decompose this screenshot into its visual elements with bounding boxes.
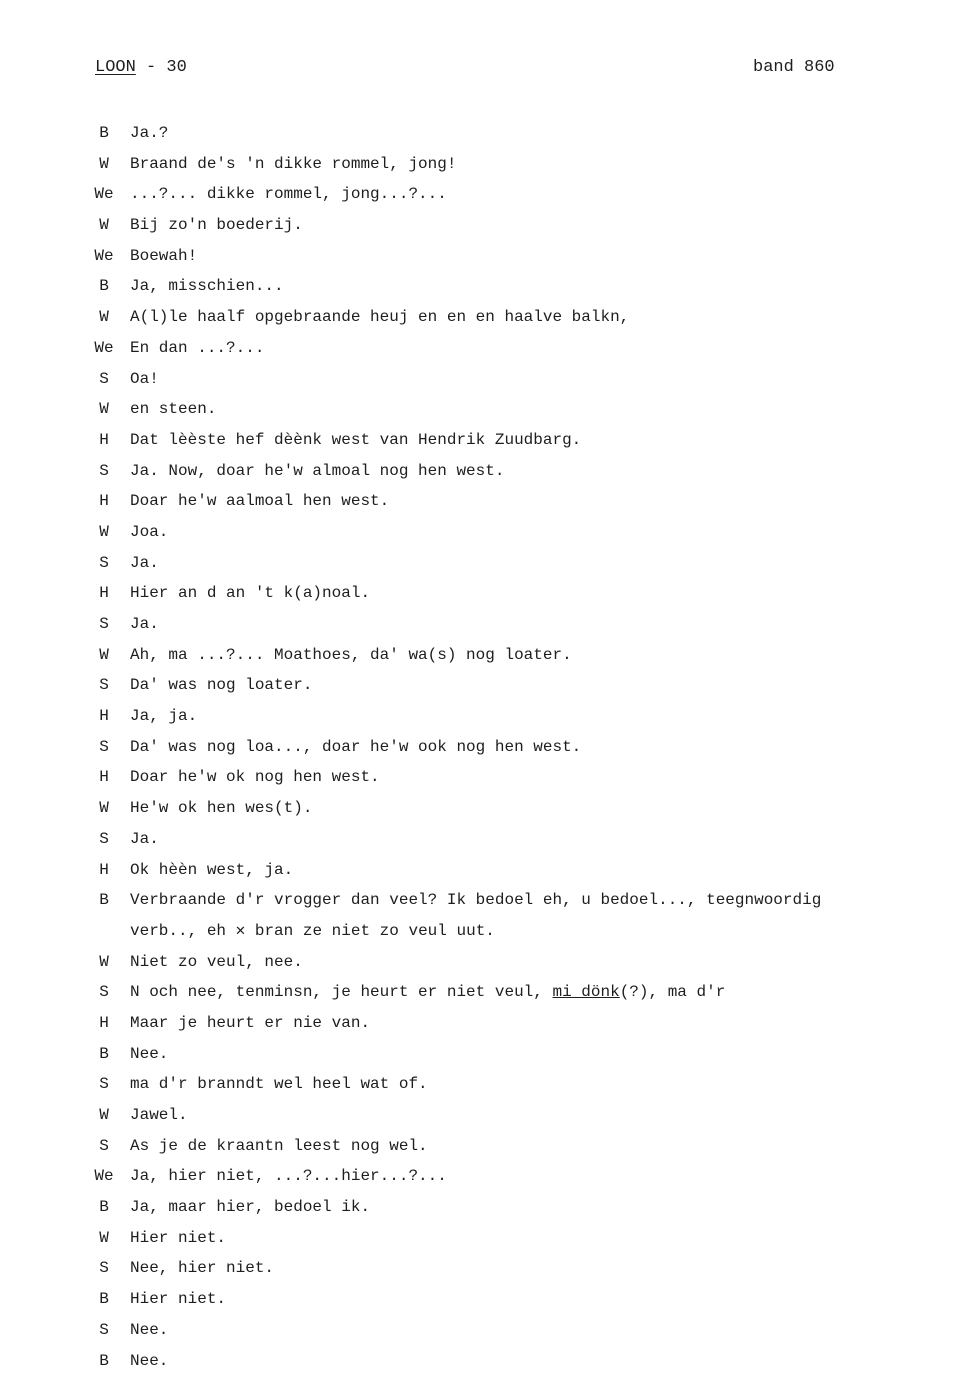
speaker-label: H	[99, 768, 109, 787]
utterance-text: Maar je heurt er nie van.	[130, 1013, 371, 1032]
utterance-text: Da' was nog loa..., doar he'w ook nog hen west.	[130, 737, 582, 756]
speaker-label: B	[99, 1351, 109, 1370]
speaker-label: S	[99, 461, 109, 480]
transcript-continuation-line	[0, 916, 979, 947]
utterance-text: verb.., eh ✕ bran ze niet zo veul uut.	[130, 921, 495, 940]
speaker-label: W	[99, 154, 109, 173]
utterance-text: Ah, ma ...?... Moathoes, da' wa(s) nog loater.	[130, 645, 572, 664]
page-number: 30	[166, 58, 187, 77]
utterance-text: Bij zo'n boederij.	[130, 216, 303, 235]
speaker-label: S	[99, 615, 109, 633]
utterance-text: Ja.?	[130, 124, 169, 142]
speaker-label: We	[94, 246, 114, 265]
speaker-label: B	[99, 124, 109, 142]
utterance-part: N och nee, tenminsn, je heurt er niet veul,	[130, 983, 553, 1002]
transcript-line	[0, 1008, 979, 1039]
speaker-label: B	[99, 1198, 109, 1217]
transcript-line	[0, 548, 979, 579]
speaker-label: B	[99, 1290, 109, 1309]
speaker-label: B	[99, 891, 109, 910]
utterance-text: Doar he'w aalmoal hen west.	[130, 492, 390, 511]
transcript-line	[0, 1161, 979, 1192]
utterance-text: en steen.	[130, 400, 217, 419]
utterance-text: Braand de's 'n dikke rommel, jong!	[130, 154, 457, 173]
speaker-label: H	[99, 492, 109, 511]
speaker-label: S	[99, 1136, 109, 1155]
utterance-text: Doar he'w ok nog hen west.	[130, 768, 380, 787]
speaker-label: W	[99, 522, 109, 541]
transcript-line	[0, 517, 979, 548]
transcript-line	[0, 824, 979, 855]
utterance-text: He'w ok hen wes(t).	[130, 799, 313, 818]
transcript-line	[0, 302, 979, 333]
speaker-label: W	[99, 308, 109, 327]
speaker-label: We	[94, 338, 114, 357]
speaker-label: S	[99, 369, 109, 388]
transcript-line	[0, 670, 979, 701]
transcript-line	[0, 855, 979, 886]
transcript-line	[0, 210, 979, 241]
transcript-line	[0, 1223, 979, 1254]
utterance-text: Verbraande d'r vrogger dan veel? Ik bedoel eh, u bedoel..., teegnwoordig	[130, 891, 822, 910]
transcript-line	[0, 609, 979, 640]
speaker-label: S	[99, 1259, 109, 1278]
transcript-line	[0, 1100, 979, 1131]
transcript-line	[0, 1253, 979, 1284]
transcript-line	[0, 364, 979, 395]
utterance-text: Ja.	[130, 615, 159, 633]
speaker-label: We	[94, 1167, 114, 1186]
transcript-line	[0, 1192, 979, 1223]
utterance-text: Boewah!	[130, 246, 198, 265]
transcript-line	[0, 425, 979, 456]
transcript-line	[0, 179, 979, 210]
place-name: LOON	[95, 58, 136, 77]
transcript-line	[0, 118, 979, 149]
utterance-text: Ja, ja.	[130, 707, 198, 726]
utterance-text: En dan ...?...	[130, 338, 265, 357]
utterance-text: Ja.	[130, 829, 159, 848]
utterance-text: Hier niet.	[130, 1290, 227, 1309]
speaker-label: W	[99, 400, 109, 419]
speaker-label: B	[99, 277, 109, 296]
speaker-label: We	[94, 185, 114, 204]
speaker-label: S	[99, 676, 109, 695]
speaker-label: W	[99, 1106, 109, 1124]
transcript-line	[0, 1039, 979, 1070]
speaker-label: W	[99, 799, 109, 818]
speaker-label: S	[99, 737, 109, 756]
speaker-label: H	[99, 707, 109, 726]
utterance-text: Da' was nog loater.	[130, 676, 313, 695]
speaker-label: W	[99, 1228, 109, 1247]
transcript-line	[0, 1069, 979, 1100]
utterance-text: Jawel.	[130, 1106, 188, 1124]
utterance-text: Hier an d an 't k(a)noal.	[130, 584, 371, 603]
transcript-line	[0, 977, 979, 1008]
utterance-text: Joa.	[130, 522, 169, 541]
speaker-label: S	[99, 1320, 109, 1339]
utterance-text: Hier niet.	[130, 1228, 227, 1247]
header-separator: -	[135, 58, 167, 77]
speaker-label: S	[99, 983, 109, 1002]
speaker-label: S	[99, 829, 109, 848]
utterance-part: (?), ma d'r	[619, 983, 726, 1002]
utterance-text: Nee.	[130, 1351, 169, 1370]
speaker-label: W	[99, 645, 109, 664]
transcript-line	[0, 271, 979, 302]
speaker-label: H	[99, 860, 109, 879]
transcript-line	[0, 762, 979, 793]
transcript-line	[0, 149, 979, 180]
speaker-label: S	[99, 1075, 109, 1094]
utterance-text: Oa!	[130, 369, 159, 388]
transcript-line	[0, 333, 979, 364]
utterance-text: Ja.	[130, 553, 159, 572]
transcript-line	[0, 885, 979, 916]
transcript-body	[0, 118, 979, 1376]
utterance-text	[130, 977, 725, 1008]
utterance-text: ...?... dikke rommel, jong...?...	[130, 185, 447, 204]
speaker-label: H	[99, 1013, 109, 1032]
tape-label: band 860	[753, 58, 835, 77]
utterance-text: Nee.	[130, 1320, 169, 1339]
utterance-text: ma d'r branndt wel heel wat of.	[130, 1075, 428, 1094]
utterance-text: Ja, misschien...	[130, 277, 284, 296]
transcript-line	[0, 793, 979, 824]
speaker-label: W	[99, 216, 109, 235]
utterance-text: Nee.	[130, 1044, 169, 1063]
transcript-line	[0, 394, 979, 425]
underlined-phrase: mi dönk	[552, 983, 620, 1002]
utterance-text: Ja, hier niet, ...?...hier...?...	[130, 1167, 447, 1186]
utterance-text: As je de kraantn leest nog wel.	[130, 1136, 428, 1155]
transcript-line	[0, 1346, 979, 1377]
transcript-line	[0, 241, 979, 272]
utterance-text: Niet zo veul, nee.	[130, 952, 303, 971]
transcript-line	[0, 1284, 979, 1315]
speaker-label: H	[99, 430, 109, 449]
utterance-text: Ja. Now, doar he'w almoal nog hen west.	[130, 461, 505, 480]
transcript-line	[0, 578, 979, 609]
transcript-line	[0, 947, 979, 978]
transcript-line	[0, 1315, 979, 1346]
transcript-line	[0, 1131, 979, 1162]
speaker-label: S	[99, 553, 109, 572]
utterance-text: A(l)le haalf opgebraande heuj en en en haalve balkn,	[130, 308, 630, 327]
transcript-line	[0, 701, 979, 732]
utterance-text: Ja, maar hier, bedoel ik.	[130, 1198, 371, 1217]
utterance-text: Nee, hier niet.	[130, 1259, 275, 1278]
speaker-label: B	[99, 1044, 109, 1063]
utterance-text: Dat lèèste hef dèènk west van Hendrik Zuudbarg.	[130, 430, 582, 449]
speaker-label: W	[99, 952, 109, 971]
utterance-text: Ok hèèn west, ja.	[130, 860, 294, 879]
speaker-label: H	[99, 584, 109, 603]
transcript-line	[0, 456, 979, 487]
page-header-left	[95, 58, 187, 77]
transcript-line	[0, 732, 979, 763]
transcript-line	[0, 640, 979, 671]
transcript-line	[0, 486, 979, 517]
